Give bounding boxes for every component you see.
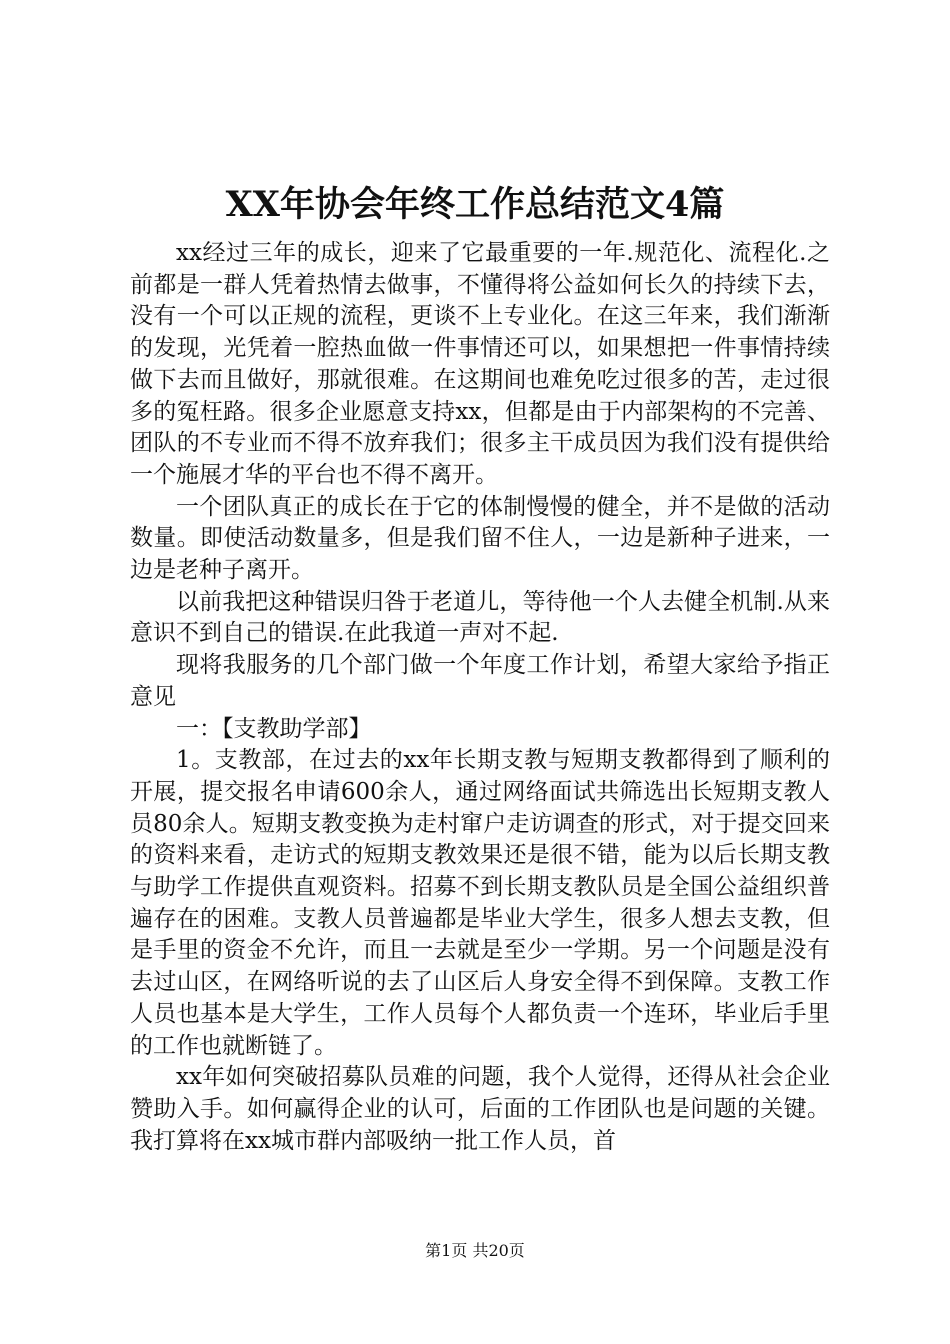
paragraph: 以前我把这种错误归咎于老道儿，等待他一个人去健全机制.从来意识不到自己的错误.在此我道一声对不起. — [130, 588, 830, 647]
paragraph: xx经过三年的成长，迎来了它最重要的一年.规范化、流程化.之前都是一群人凭着热情去做事，不懂得将公益如何长久的持续下去，没有一个可以正规的流程，更谈不上专业化。在这三年来，我们渐渐的发现，光凭着一腔热血做一件事情还可以，如果想把一件事情持续做下去而且做好，那就很难。在这期间也难免吃过很多的苦，走过很多的冤枉路。很多企业愿意支持xx，但都是由于内部架构的不完善、团队的不专业而不得不放弃我们；很多主干成员因为我们没有提供给一个施展才华的平台也不得不离开。 — [130, 240, 830, 488]
section-heading: 一：【支教助学部】 — [176, 715, 372, 742]
paragraph: 1。支教部，在过去的xx年长期支教与短期支教都得到了顺利的开展，提交报名申请600余人，通过网络面试共筛选出长短期支教人员80余人。短期支教变换为走村窜户走访调查的形式，对于提交回来的资料来看，走访式的短期支教效果还是很不错，能为以后长期支教与助学工作提供直观资料。招募不到长期支教队员是全国公益组织普遍存在的困难。支教人员普遍都是毕业大学生，很多人想去支教，但是手里的资金不允许，而且一去就是至少一学期。另一个问题是没有去过山区，在网络听说的去了山区后人身安全得不到保障。支教工作人员也基本是大学生，工作人员每个人都负责一个连环，毕业后手里的工作也就断链了。 — [130, 747, 830, 1059]
document-body — [130, 238, 830, 1157]
paragraph: 一个团队真正的成长在于它的体制慢慢的健全，并不是做的活动数量。即使活动数量多，但是我们留不住人，一边是新种子进来，一边是老种子离开。 — [130, 493, 830, 584]
paragraph: 现将我服务的几个部门做一个年度工作计划，希望大家给予指正意见 — [130, 652, 830, 710]
document-title: XX年协会年终工作总结范文4篇 — [225, 184, 725, 225]
paragraph: xx年如何突破招募队员难的问题，我个人觉得，还得从社会企业赞助入手。如何赢得企业的认可，后面的工作团队也是问题的关键。我打算将在xx城市群内部吸纳一批工作人员，首 — [130, 1064, 830, 1154]
page-footer: 第1页 共20页 — [425, 1241, 525, 1260]
